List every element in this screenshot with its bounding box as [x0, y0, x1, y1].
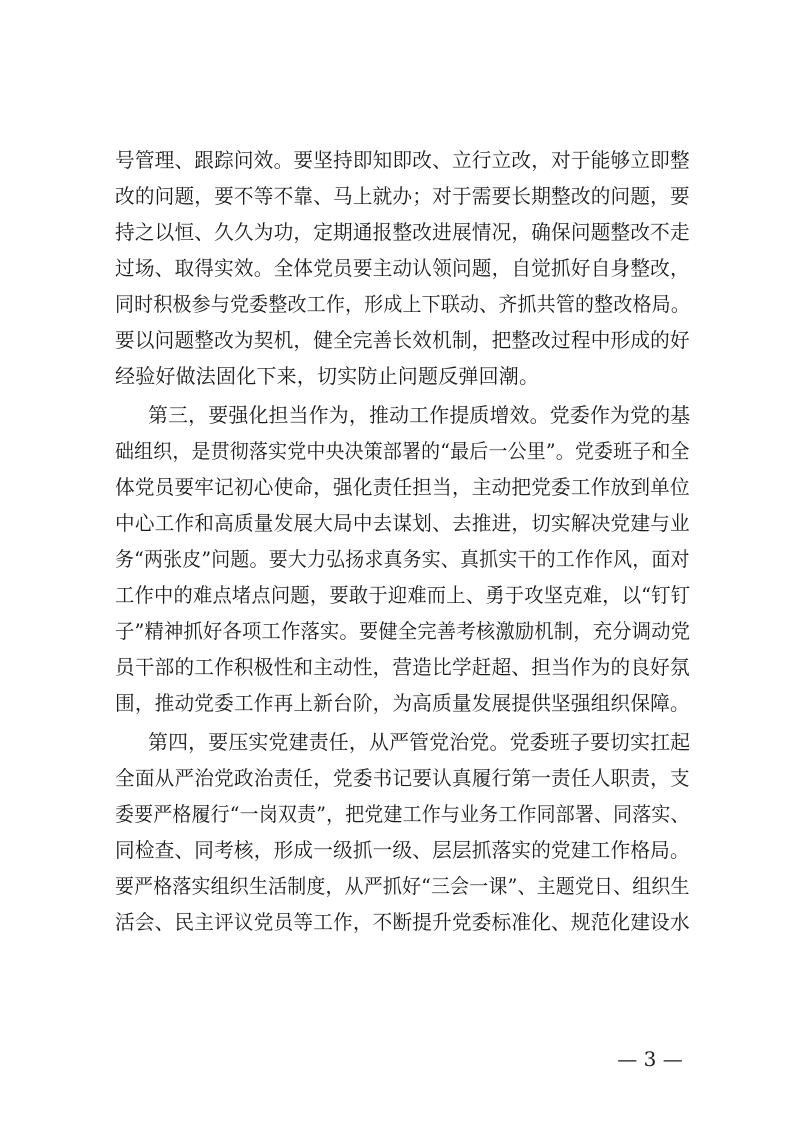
text-line: 础组织，是贯彻落实党中央决策部署的“最后一公里”。党委班子和全: [115, 439, 690, 463]
text-line: 要严格落实组织生活制度，从严抓好“三会一课”、主题党日、组织生: [115, 874, 690, 898]
text-line: 要以问题整改为契机，健全完善长效机制，把整改过程中形成的好: [115, 328, 690, 352]
text-line: 员干部的工作积极性和主动性，营造比学赶超、担当作为的良好氛: [115, 655, 690, 679]
text-line: 改的问题，要不等不靠、马上就办；对于需要长期整改的问题，要: [115, 184, 690, 208]
text-line: 经验好做法固化下来，切实防止问题反弹回潮。: [115, 364, 540, 388]
text-line: 活会、民主评议党员等工作，不断提升党委标准化、规范化建设水: [115, 910, 690, 934]
text-line: 务“两张皮”问题。要大力弘扬求真务实、真抓实干的工作作风，面对: [115, 547, 690, 571]
text-line: 全面从严治党政治责任，党委书记要认真履行第一责任人职责，支: [115, 766, 690, 790]
text-line: 工作中的难点堵点问题，要敢于迎难而上、勇于攻坚克难，以“钉钉: [115, 583, 691, 607]
text-line: 同时积极参与党委整改工作，形成上下联动、齐抓共管的整改格局。: [115, 292, 690, 316]
text-line: 体党员要牢记初心使命，强化责任担当，主动把党委工作放到单位: [115, 475, 690, 499]
text-line: 子”精神抓好各项工作落实。要健全完善考核激励机制，充分调动党: [115, 619, 691, 643]
text-line: 号管理、跟踪问效。要坚持即知即改、立行立改，对于能够立即整: [115, 148, 690, 172]
text-line: 中心工作和高质量发展大局中去谋划、去推进，切实解决党建与业: [115, 511, 690, 535]
text-line: 同检查、同考核，形成一级抓一级、层层抓落实的党建工作格局。: [115, 838, 690, 862]
page-number: — 3 —: [617, 1047, 683, 1071]
text-line: 过场、取得实效。全体党员要主动认领问题，自觉抓好自身整改，: [115, 256, 690, 280]
text-line: 围，推动党委工作再上新台阶，为高质量发展提供坚强组织保障。: [115, 691, 690, 715]
text-line: 持之以恒、久久为功，定期通报整改进展情况，确保问题整改不走: [115, 220, 690, 244]
paragraph-start-line: 第四，要压实党建责任，从严管党治党。党委班子要切实扛起: [148, 730, 691, 754]
text-line: 委要严格履行“一岗双责”，把党建工作与业务工作同部署、同落实、: [115, 802, 690, 826]
paragraph-start-line: 第三，要强化担当作为，推动工作提质增效。党委作为党的基: [148, 403, 691, 427]
